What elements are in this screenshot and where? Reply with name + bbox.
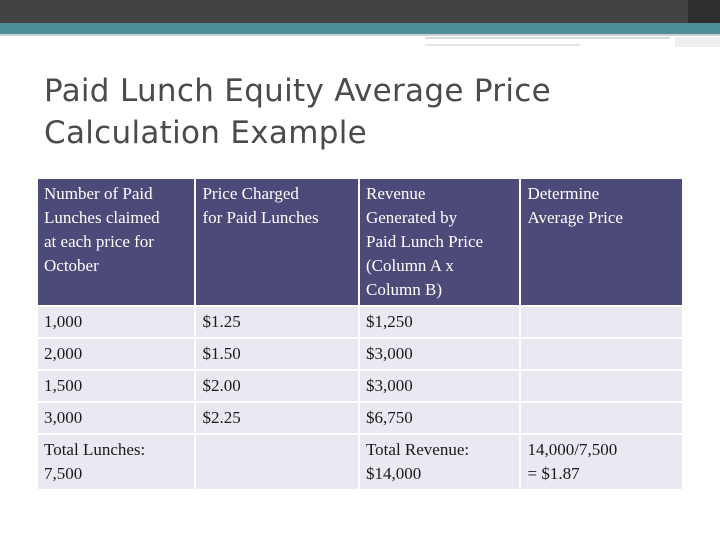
total-text: Total Revenue:: [365, 440, 470, 459]
slide-title-line: Paid Lunch Equity Average Price: [44, 73, 551, 109]
slide-accent-line: [425, 44, 580, 46]
table-row: [38, 307, 682, 337]
cell-lunches: 2,000: [38, 339, 194, 369]
header-text: Paid Lunch Price: [365, 232, 484, 251]
cell-average-price-result: [521, 435, 682, 489]
cell-average: [521, 403, 682, 433]
cell-lunches: 1,000: [38, 307, 194, 337]
header-text: Generated by: [365, 208, 458, 227]
header-text: October: [44, 256, 99, 275]
cell-revenue: $3,000: [360, 339, 520, 369]
header-text: Number of Paid: [44, 184, 153, 203]
cell-total-price: [196, 435, 358, 489]
table-header-row: [38, 179, 682, 305]
header-revenue: [360, 179, 520, 305]
cell-total-lunches: [38, 435, 194, 489]
cell-average: [521, 371, 682, 401]
table-row: [38, 371, 682, 401]
cell-price: $1.50: [196, 339, 358, 369]
slide-accent-line: [425, 37, 670, 39]
table-row: [38, 339, 682, 369]
cell-lunches: 3,000: [38, 403, 194, 433]
header-text: for Paid Lunches: [202, 208, 319, 227]
slide-title-line: Calculation Example: [44, 115, 367, 151]
table-row: [38, 403, 682, 433]
cell-price: $1.25: [196, 307, 358, 337]
table-total-row: [38, 435, 682, 489]
price-calculation-table: [36, 177, 684, 491]
slide-title: [44, 70, 684, 154]
header-text: Determine: [527, 184, 600, 203]
total-text: = $1.87: [527, 464, 580, 483]
cell-revenue: $3,000: [360, 371, 520, 401]
cell-average: [521, 339, 682, 369]
total-text: 7,500: [44, 464, 83, 483]
header-number-of-lunches: [38, 179, 194, 305]
header-text: Average Price: [527, 208, 623, 227]
cell-revenue: $1,250: [360, 307, 520, 337]
slide-top-bar: [0, 0, 720, 23]
header-text: Column B): [365, 280, 443, 299]
header-price-charged: [196, 179, 358, 305]
cell-total-revenue: [360, 435, 520, 489]
slide-top-bar-corner: [688, 0, 720, 23]
cell-price: $2.25: [196, 403, 358, 433]
slide-accent-block: [675, 37, 720, 47]
slide-accent-line: [0, 34, 720, 36]
header-average-price: [521, 179, 682, 305]
header-text: Lunches claimed: [44, 208, 160, 227]
header-text: Revenue: [365, 184, 426, 203]
cell-revenue: $6,750: [360, 403, 520, 433]
header-text: at each price for: [44, 232, 154, 251]
cell-average: [521, 307, 682, 337]
total-text: 14,000/7,500: [527, 440, 618, 459]
slide-accent-band: [0, 23, 720, 34]
cell-lunches: 1,500: [38, 371, 194, 401]
cell-price: $2.00: [196, 371, 358, 401]
header-text: Price Charged: [202, 184, 299, 203]
total-text: $14,000: [365, 464, 422, 483]
header-text: (Column A x: [365, 256, 454, 275]
total-text: Total Lunches:: [44, 440, 146, 459]
